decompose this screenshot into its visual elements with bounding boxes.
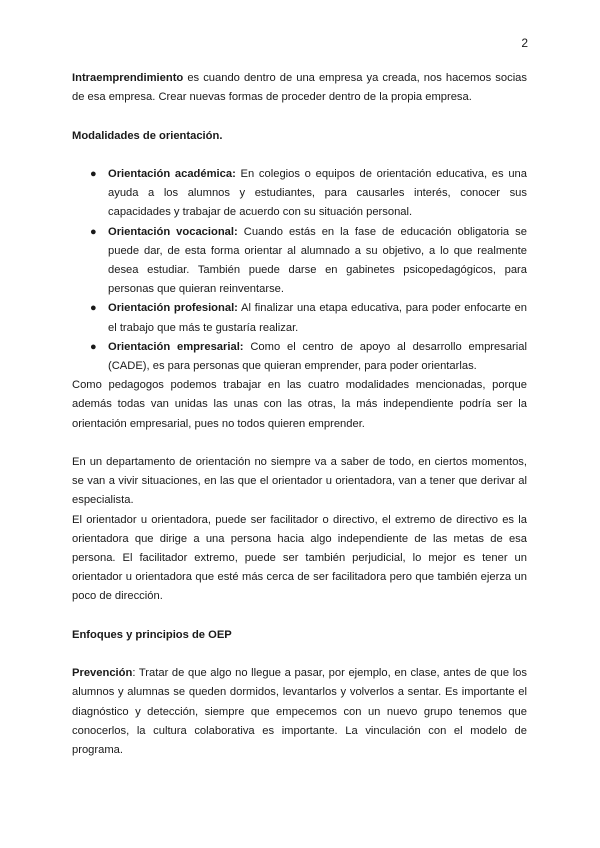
list-item <box>90 223 527 300</box>
page-number: 2 <box>521 36 528 50</box>
modalidades-closing-paragraph: Como pedagogos podemos trabajar en las cuatro modalidades mencionadas, porque además todas van unidas las unas con las otras, la más independiente podría ser la orientación empresarial, pues no todos quieren emprender. <box>72 379 527 430</box>
prevencion-text: : Tratar de que algo no llegue a pasar, por ejemplo, en clase, antes de que los alumnos y alumnas se queden dormidos, levantarlos y volverlos a sentar. Es importante el diagnóstico y detección, siempre que empecemos con un nuevo grupo tenemos que conocerlos, la cultura colaborativa es importante. La vinculación con el modelo de programa. <box>72 667 527 757</box>
bullet-icon: ● <box>90 225 97 238</box>
intro-paragraph <box>72 69 527 107</box>
intro-text: es cuando dentro de una empresa ya creada, nos hacemos socias de esa empresa. Crear nuevas formas de proceder dentro de la propia empresa. <box>72 72 527 104</box>
modalidades-list <box>72 165 527 376</box>
bullet-icon: ● <box>90 302 97 315</box>
list-item <box>90 299 527 337</box>
bullet-icon: ● <box>90 340 97 353</box>
departamento-paragraph-2: El orientador u orientadora, puede ser facilitador o directivo, el extremo de directivo es la orientadora que dirige a una persona hacia algo independiente de las metas de esa persona. El facilitador extremo, puede ser también perjudicial, lo mejor es tener un orientador u orientadora que esté más cerca de ser facilitadora pero que también ejerza un poco de dirección. <box>72 513 527 603</box>
bullet-icon: ● <box>90 167 97 180</box>
list-item-text: Al finalizar una etapa educativa, para poder enfocarte en el trabajo que más te gustaría realizar. <box>108 302 527 334</box>
list-item-term: Orientación académica: <box>108 167 236 180</box>
departamento-paragraph-1: En un departamento de orientación no siempre va a saber de todo, en ciertos momentos, se van a vivir situaciones, en las que el orientador u orientadora, van a tener que derivar al especialista. <box>72 456 527 507</box>
list-item-term: Orientación vocacional: <box>108 225 238 238</box>
document-body <box>72 69 527 760</box>
list-item-term: Orientación profesional: <box>108 302 238 315</box>
modalidades-heading: Modalidades de orientación. <box>72 129 223 142</box>
prevencion-term: Prevención <box>72 667 133 680</box>
intro-term: Intraemprendimiento <box>72 72 184 84</box>
list-item-text: En colegios o equipos de orientación educativa, es una ayuda a los alumnos y estudiantes, para causarles interés, conocer sus capacidades y trabajar de acuerdo con su situación personal. <box>108 167 527 219</box>
list-item-term: Orientación empresarial: <box>108 340 244 353</box>
list-item <box>90 165 527 223</box>
prevencion-paragraph <box>72 664 527 760</box>
list-item-text: Como el centro de apoyo al desarrollo empresarial (CADE), es para personas que quieran emprender, para poder orientarlas. <box>108 340 527 373</box>
enfoques-heading: Enfoques y principios de OEP <box>72 628 232 641</box>
list-item <box>90 338 527 376</box>
list-item-text: Cuando estás en la fase de educación obligatoria se puede dar, de esta forma orientar al alumnado a su objetivo, a lo que realmente desea estudiar. También puede darse en gabinetes psicopedagógicos, para personas que quieran reinventarse. <box>108 225 527 296</box>
